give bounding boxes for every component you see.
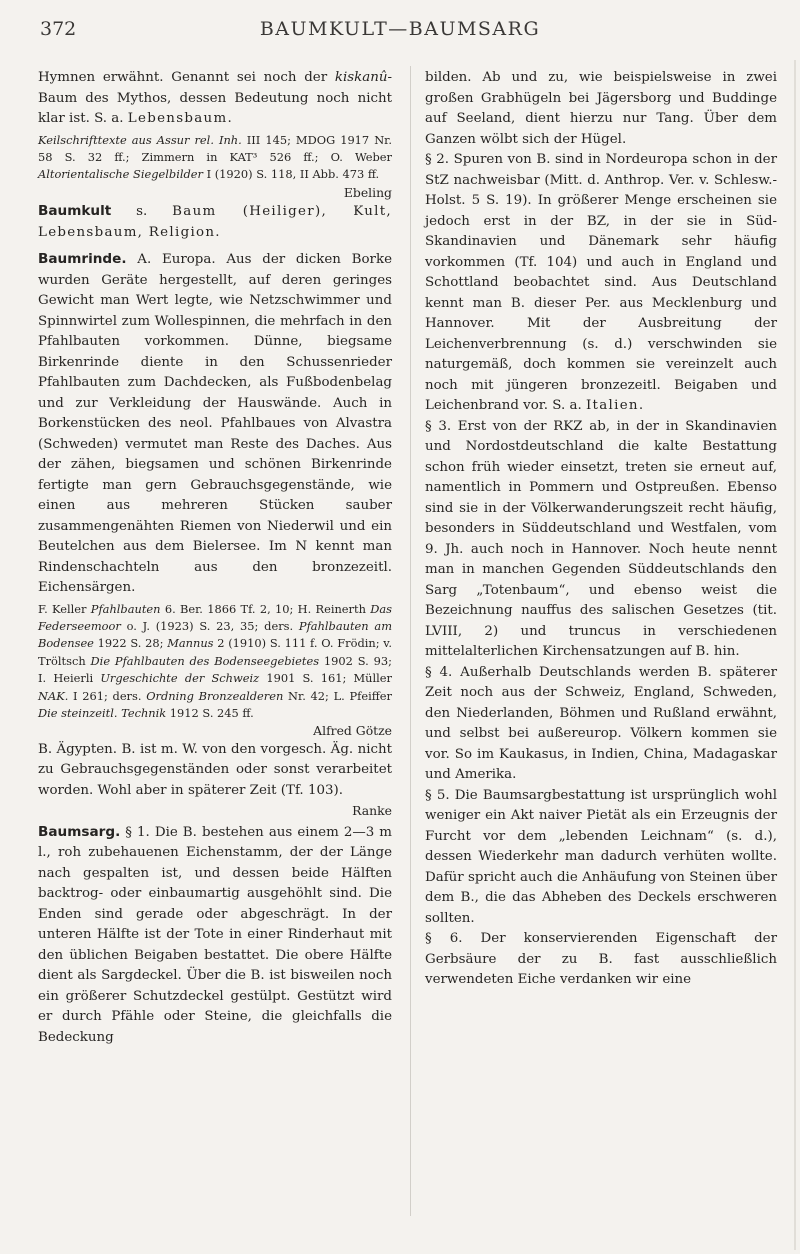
baumrinde-entry: Baumrinde. A. Europa. Aus der dicken Borke wurden Geräte hergestellt, auf deren geringes Gewicht man Wert legte, wie Netzschwimmer und Spinnwirtel zum Wollespinnen, die mehrfach in den Pfahlbauten vorkommen. Dünne, biegsame Birkenrinde diente in den Schussenrieder Pfahlbauten zum Dachdecken, als Fußbodenbelag und zur Verkleidung der Hauswände. Auch in Borkenstücken des neol. Pfahlbaues von Alvastra (Schweden) vermutet man Reste des Daches. Aus der zähen, biegsamen und schönen Birkenrinde fertigte man gern Gebrauchsgegenstände, wie einen aus mehreren Stücken sauber zusammengenähten Riemen von Niederwil und ein Beutelchen aus dem Bielersee. Im N kennt man Rindenschachteln aus den bronzezeitl. Eichensärgen.	[38, 251, 392, 596]
section-3: § 3. Erst von der RKZ ab, in der in Skandinavien und Nordostdeutschland die kalte Bestattung schon früh wieder einsetzt, treten sie erneut auf, namentlich in Pommern und Ostpreußen. Ebenso sind sie in der Völkerwanderungszeit recht häufig, besonders in Süddeutschland und Westfalen, vom 9. Jh. auch noch in Hannover. Noch heute nennt man in manchen Gegenden Süddeutschlands den Sarg „Totenbaum“, und ebenso weist die Bezeichnung nauffus des salischen Gesetzes (tit. LVIII, 2) und truncus in verschiedenen mittelalterlichen Kirchensatzungen auf B. hin.	[425, 418, 777, 659]
hymnen-literature: Keilschrifttexte aus Assur rel. Inh. III 145; MDOG 1917 Nr. 58 S. 32 ff.; Zimmern in KAT³ 526 ff.; O. Weber Altorientalische Siegelbilder I (1920) S. 118, II Abb. 473 ff. Ebeling	[38, 132, 392, 200]
headword-baumkult: Baumkult	[38, 203, 112, 220]
page-number: 372	[40, 18, 77, 40]
section-5: § 5. Die Baumsargbestattung ist ursprünglich wohl weniger ein Akt naiver Pietät als ein Erzeugnis der Furcht vor dem „lebenden Leichnam“ (s. d.), dessen Wiederkehr man dadurch verhüten wollte. Dafür spricht auch die Anhäufung von Steinen über dem B., die das Abheben des Deckels erschweren sollten.	[425, 787, 777, 926]
cross-reference: Baum (Heiliger), Kult, Lebensbaum, Religion.	[38, 204, 392, 240]
author-goetze: Alfred Götze	[313, 723, 392, 739]
section-6: § 6. Der konservierenden Eigenschaft der Gerbsäure der zu B. fast ausschließlich verwendeten Eiche verdanken wir eine	[425, 931, 777, 987]
hymnen-paragraph: Hymnen erwähnt. Genannt sei noch der kiskanû-Baum des Mythos, dessen Bedeutung noch nicht klar ist. S. a. Lebensbaum.	[38, 70, 392, 126]
page-edge-shadow	[794, 60, 796, 1250]
author-ebeling: Ebeling	[343, 184, 392, 200]
baumkult-entry: Baumkult s. Baum (Heiliger), Kult, Lebensbaum, Religion.	[38, 203, 392, 240]
page-header	[0, 18, 800, 48]
section-2: § 2. Spuren von B. sind in Nordeuropa schon in der StZ nachweisbar (Mitt. d. Anthrop. Ver. v. Schlesw.-Holst. 5 S. 19). In größerer Menge erscheinen sie jedoch erst in der BZ, in der sie in Süd-Skandinavien und Dänemark sehr häufig vorkommen (Tf. 104) und auch in England und Schottland beobachtet sind. Aus Deutschland kennt man B. dieser Per. aus Mecklenburg und Hannover. Mit der Ausbreitung der Leichenverbrennung (s. d.) verschwinden sie naturgemäß, doch kommen sie vereinzelt auch noch mit jüngeren bronzezeitl. Beigaben und Leichenbrand vor. S. a. Italien.	[425, 152, 777, 413]
cross-reference: Italien.	[585, 398, 645, 413]
running-title: BAUMKULT—BAUMSARG	[259, 18, 541, 40]
aegypten-paragraph: B. Ägypten. B. ist m. W. von den vorgesch. Äg. nicht zu Gebrauchsgegenständen oder sonst verarbeitet worden. Wohl aber in späterer Zeit (Tf. 103). Ranke	[38, 740, 392, 822]
author-ranke: Ranke	[352, 803, 392, 819]
baumsarg-entry: Baumsarg. § 1. Die B. bestehen aus einem 2—3 m l., roh zubehauenen Eichenstamm, der der Länge nach gespalten ist, und dessen beide Hälften backtrog- oder einbaumartig ausgehöhlt sind. Die Enden sind gerade oder abgeschrägt. In der unteren Hälfte ist der Tote in einer Rinderhaut mit den üblichen Beigaben bestattet. Die obere Hälfte dient als Sargdeckel. Über die B. ist bisweilen noch ein größerer Schutzdeckel gestülpt. Gestützt wird er durch Pfähle oder Steine, die gleichfalls die Bedeckung	[38, 823, 392, 1045]
cross-reference: Lebensbaum.	[127, 111, 234, 126]
headword-baumsarg: Baumsarg.	[38, 823, 121, 840]
right-column	[425, 68, 777, 991]
left-column	[38, 68, 392, 1048]
baumsarg-continuation: bilden. Ab und zu, wie beispielsweise in zwei großen Grabhügeln bei Jägersborg und Buddinge auf Seeland, dient hierzu nur Tang. Über dem Ganzen wölbt sich der Hügel.	[425, 70, 777, 147]
column-rule	[410, 66, 411, 1216]
section-4: § 4. Außerhalb Deutschlands werden B. späterer Zeit noch aus der Schweiz, England, Schweden, den Niederlanden, Böhmen und Rußland erwähnt, und selbst bei außereurop. Völkern kommen sie vor. So im Kaukasus, in Indien, China, Madagaskar und Amerika.	[425, 664, 777, 782]
headword-baumrinde: Baumrinde.	[38, 251, 127, 268]
baumrinde-literature: F. Keller Pfahlbauten 6. Ber. 1866 Tf. 2, 10; H. Reinerth Das Federseemoor o. J. (1923) S. 23, 35; ders. Pfahlbauten am Bodensee 1922 S. 28; Mannus 2 (1910) S. 111 f. O. Frödin; v. Tröltsch Die Pfahlbauten des Bodenseegebietes 1902 S. 93; I. Heierli Urgeschichte der Schweiz 1901 S. 161; Müller NAK. I 261; ders. Ordning Bronzealderen Nr. 42; L. Pfeiffer Die steinzeitl. Technik 1912 S. 245 ff. Alfred Götze	[38, 601, 393, 739]
